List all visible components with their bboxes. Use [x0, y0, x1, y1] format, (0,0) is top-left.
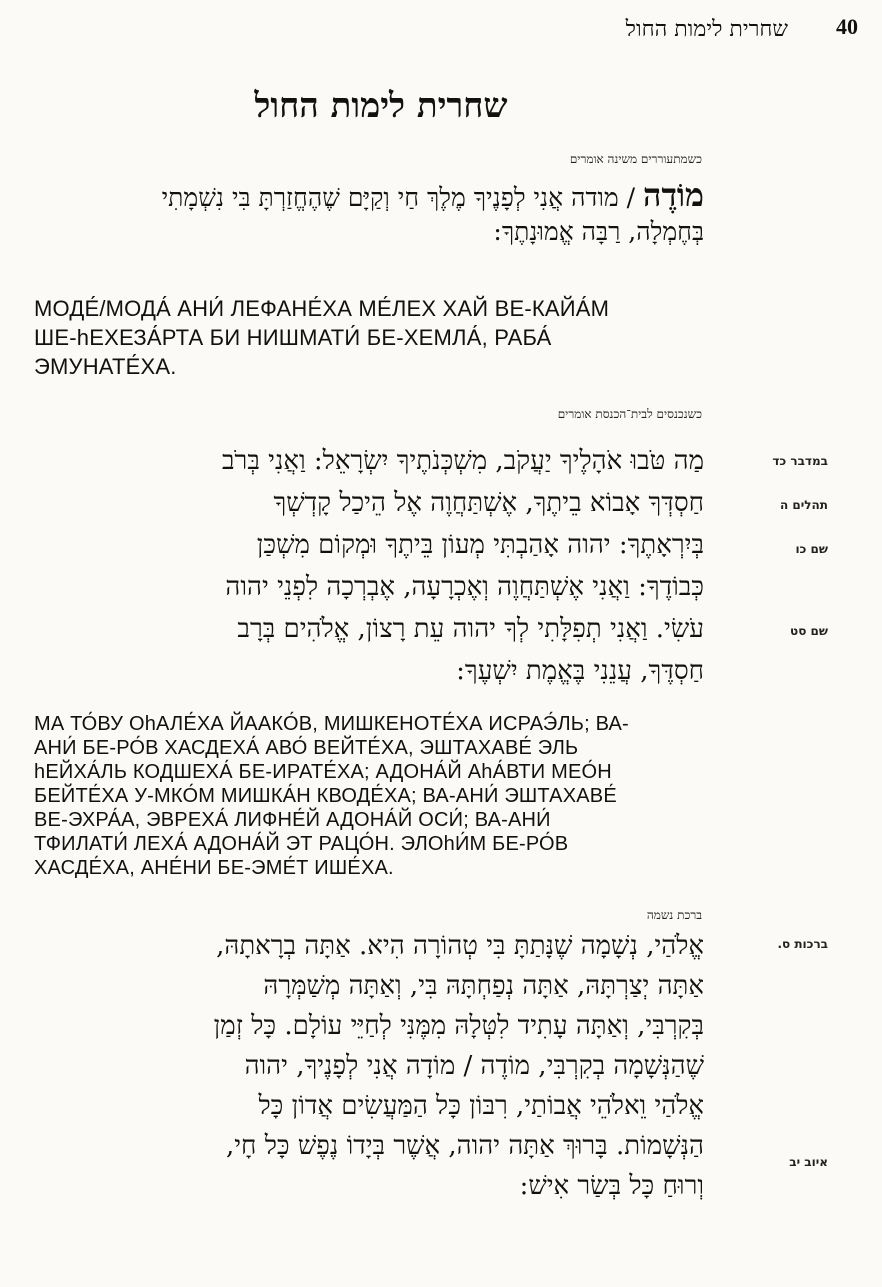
translit-line: hЕЙХА́ЛЬ КОДШЕХА́ БЕ-ИРАТЕ́ХА; АДОНА́Й АhА́ВТИ МЕО́Н: [34, 761, 612, 783]
translit-line: БЕЙТЕ́ХА У-МКО́М МИШКА́Н КВОДЕ́ХА; ВА-АНИ́ ЭШТАХАВЕ́: [34, 785, 617, 807]
hebrew-line: בְּיִרְאָתֶךָ: יהוה אָהַבְתִּי מְעוֹן בֵּיתֶךָ וּמְקוֹם מִשְׁכַּן: [256, 530, 704, 560]
mah-tovu-transliteration: [34, 712, 714, 880]
source-reference: שם כו: [795, 542, 828, 556]
running-header-title: שחרית לימות החול: [625, 17, 788, 42]
source-reference: איוב יב: [789, 1155, 828, 1169]
hebrew-line: חַסְדְּךָ אָבוֹא בֵיתֶךָ, אֶשְׁתַּחֲוֶה אֶל הֵיכַל קָדְשְׁךָ: [273, 488, 704, 518]
hebrew-line: אֱלֹהַי וֵאלֹהֵי אֲבוֹתַי, רִבּוֹן כָּל הַמַּעֲשִׂים אֲדוֹן כָּל: [258, 1091, 704, 1121]
mah-tovu-hebrew-text: [222, 440, 704, 692]
translit-line: ХАСДЕ́ХА, АНЕ́НИ БЕ-ЭМЕ́Т ИШЕ́ХА.: [34, 857, 394, 879]
source-reference: ברכות ס.: [777, 937, 828, 951]
instruction-note-neshama: ברכת נשמה: [646, 908, 702, 922]
translit-line: АНИ́ БЕ-РО́В ХАСДЕХА́ АВО́ ВЕЙТЕ́ХА, ЭШТАХАВЕ́ ЭЛЬ: [34, 737, 579, 759]
translit-line: ШЕ-hЕХЕЗА́РТА БИ НИШМАТИ́ БЕ-ХЕМЛА́, РАБА́: [34, 325, 552, 350]
instruction-note-modeh: כשמתעוררים משינה אומרים: [569, 152, 702, 166]
hebrew-line: כְּבוֹדֶךָ: וַאֲנִי אֶשְׁתַּחֲוֶה וְאֶכְרָעָה, אֶבְרְכָה לִפְנֵי יהוה: [225, 572, 704, 602]
source-reference: שם סט: [790, 624, 828, 638]
hebrew-line: וְרוּחַ כָּל בְּשַׂר אִישׁ:: [519, 1171, 704, 1201]
modeh-transliteration: [34, 294, 714, 381]
modeh-line-2: בְּחֶמְלָה, רַבָּה אֱמוּנָתֶךָ:: [493, 217, 704, 246]
modeh-hebrew-line: [162, 178, 704, 215]
translit-line: ВЕ-ЭХРА́А, ЭВРЕХА́ ЛИФНЕ́Й АДОНА́Й ОСИ́; ВА-АНИ́: [34, 809, 551, 831]
translit-line: МА ТО́ВУ ОhАЛЕ́ХА ЙААКО́В, МИШКЕНОТЕ́ХА ИСРАЭ́ЛЬ; ВА-: [34, 713, 629, 735]
hebrew-line: הַנְּשָׁמוֹת. בָּרוּךְ אַתָּה יהוה, אֲשֶׁר בְּיָדוֹ נֶפֶשׁ כָּל חָי,: [225, 1131, 704, 1161]
translit-line: МОДЕ́/МОДА́ АНИ́ ЛЕФАНЕ́ХА МЕ́ЛЕХ ХАЙ ВЕ-КАЙА́М: [34, 296, 610, 321]
modeh-hebrew-text: [162, 178, 704, 249]
modeh-line-1: / מודה אֲנִי לְפָנֶיךָ מֶלֶךְ חַי וְקַיָּם שֶׁהֶחֱזַרְתָּ בִּי נִשְׁמָתִי: [161, 183, 636, 212]
translit-line: ТФИЛАТИ́ ЛЕХА́ АДОНА́Й ЭТ РАЦО́Н. ЭЛОhИ́М БЕ-РО́В: [34, 833, 569, 855]
hebrew-line: שֶׁהַנְּשָׁמָה בְקִרְבִּי, מוֹדֶה / מוֹדָה אֲנִי לְפָנֶיךָ, יהוה: [244, 1051, 704, 1081]
hebrew-line: אַתָּה יְצַרְתָּהּ, אַתָּה נְפַחְתָּהּ בִּי, וְאַתָּה מְשַׁמְּרָהּ: [263, 971, 704, 1001]
hebrew-line: עֹשִׂי. וַאֲנִי תְפִלָּתִי לְךָ יהוה עֵת רָצוֹן, אֱלֹהִים בְּרָב: [237, 614, 704, 644]
translit-line: ЭМУНАТЕ́ХА.: [34, 354, 177, 379]
page-number: 40: [836, 14, 858, 39]
source-reference: תהלים ה: [779, 498, 828, 512]
hebrew-line: אֱלֹהַי, נְשָׁמָה שֶׁנָּתַתָּ בִּי טְהוֹרָה הִיא. אַתָּה בְרָאתָהּ,: [216, 931, 704, 961]
hebrew-line: חַסְדֶּךָ, עֲנֵנִי בֶּאֱמֶת יִשְׁעֶךָ:: [456, 656, 704, 686]
page-title: שחרית לימות החול: [254, 86, 508, 126]
hebrew-line: בְּקִרְבִּי, וְאַתָּה עָתִיד לִטְּלָהּ מִמֶּנִּי לְחַיֵּי עוֹלָם. כָּל זְמַן: [213, 1011, 704, 1041]
source-reference: במדבר כד: [772, 454, 828, 468]
instruction-note-mah-tovu: כשנכנסים לבית־הכנסת אומרים: [557, 407, 702, 421]
hebrew-line: מַה טֹּבוּ אֹהָלֶיךָ יַעֲקֹב, מִשְׁכְּנֹתֶיךָ יִשְׂרָאֵל: וַאֲנִי בְּרֹב: [222, 446, 704, 476]
modeh-opening-word: מוֹדֶה: [643, 176, 704, 214]
neshama-hebrew-text: [214, 926, 704, 1206]
